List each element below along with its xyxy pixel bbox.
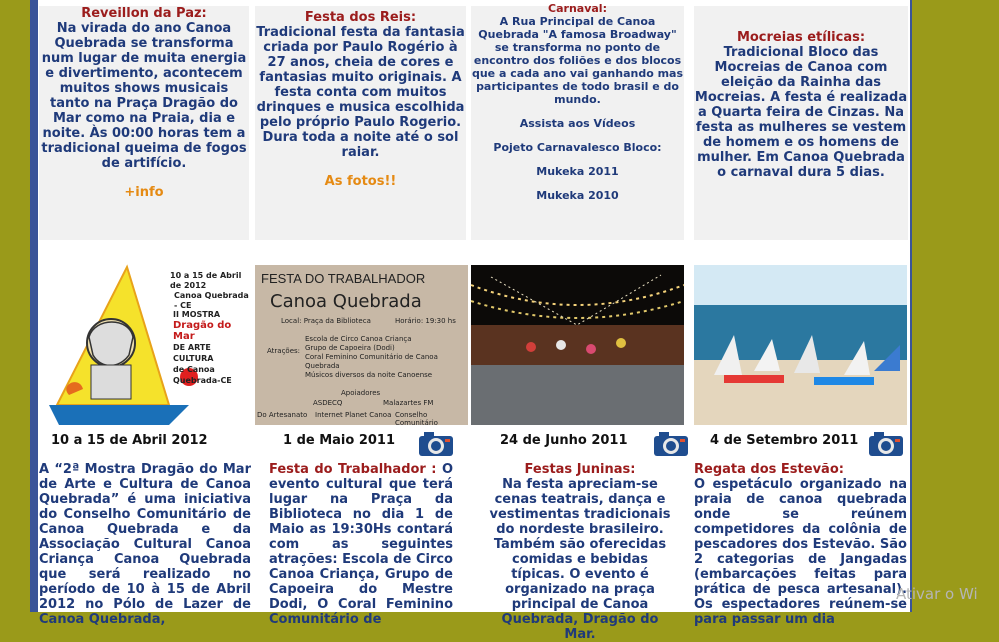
poster-sponsor: Internet Planet Canoa (315, 411, 392, 419)
card-title: Carnaval: (548, 2, 607, 15)
mukeka-2011-link[interactable]: Mukeka 2011 (536, 165, 619, 178)
attraction-line: Coral Feminino Comunitário de Canoa Quebrada (305, 353, 438, 370)
poster-sponsor: Do Artesanato (257, 411, 308, 419)
attraction-line: Escola de Circo Canoa Criança (305, 335, 412, 343)
events-page (38, 0, 910, 642)
festa-dos-reis-card (255, 6, 466, 240)
card-body: Tradicional festa da fantasia criada por Paulo Rogério à 27 anos, cheia de cores e fantasias muito originais. A festa conta com muitos drinques e musica escolhida pelo próprio Paulo Rogerio. Dura toda a noite até o sol raiar. (256, 25, 465, 160)
description-title: Festas Juninas: (524, 462, 636, 477)
juninas-description (484, 462, 676, 642)
poster-theme: DE ARTE CULTURA (173, 343, 214, 363)
poster-sponsor: ASDECQ (313, 399, 343, 407)
description-title: Regata dos Estevão: (694, 462, 844, 477)
poster-attractions (305, 335, 468, 380)
activate-windows-watermark: Ativar o Wi (896, 585, 978, 603)
festa-trabalhador-poster-image[interactable] (255, 265, 468, 425)
poster-attractions-label: Atrações: (267, 347, 301, 355)
description-body: O espetáculo organizado na praia de canoa quebrada onde se reúnem competidores da colônia de pescadores dos Estevão. São 2 categorias de Jangadas (embarcações feitas para prática de pesca artesanal). Os espectadores reúnem-se para passar um dia (694, 477, 907, 627)
poster-date: 10 a 15 de Abril de 2012 (170, 271, 242, 290)
mukeka-2010-link[interactable]: Mukeka 2010 (536, 189, 619, 202)
poster-location: Canoa Quebrada - CE (174, 291, 249, 310)
poster-heading: FESTA DO TRABALHADOR (261, 271, 426, 286)
poster-local: Local: Praça da Biblioteca (281, 317, 371, 325)
poster-heading-2: Canoa Quebrada (270, 291, 422, 312)
poster-time: Horário: 19:30 hs (395, 317, 456, 325)
card-body: Na virada do ano Canoa Quebrada se transforma num lugar de muita energia e divertimento, acontecem muitos shows musicais tanto na Praça Dragão do Mar como na Praia, dia e noite. Às 00:00 horas tem a tradicional queima de fogos de artifício. (41, 21, 247, 171)
photos-link[interactable]: As fotos!! (324, 174, 397, 189)
event-date: 24 de Junho 2011 (500, 433, 628, 448)
mocreias-card (694, 6, 908, 240)
night-party-photo (471, 265, 684, 425)
event-date: 10 a 15 de Abril 2012 (51, 433, 208, 448)
description-title: Festa do Trabalhador : (269, 462, 437, 477)
poster-sponsor: Malazartes FM (383, 399, 434, 407)
card-title: Reveillon da Paz: (81, 6, 207, 21)
reveillon-card (39, 6, 249, 240)
attraction-line: Músicos diversos da noite Canoense (305, 371, 433, 379)
mostra-description: A “2ª Mostra Dragão do Mar de Arte e Cultura de Canoa Quebrada” é uma iniciativa do Conselho Comunitário de Canoa Quebrada e da Associação Cultural Canoa Criança Canoa Quebrada que será realizado no período de 10 à 15 de Abril 2012 no Pólo de Lazer de Canoa Quebrada, (39, 462, 251, 627)
more-info-link[interactable]: +info (124, 185, 164, 200)
poster-place: de Canoa Quebrada-CE (173, 365, 232, 385)
event-date: 1 de Maio 2011 (283, 433, 396, 448)
card-title: Festa dos Reis: (304, 10, 417, 25)
attraction-line: Grupo de Capoeira (Dodi) (305, 344, 395, 352)
regata-description (694, 462, 907, 627)
card-title: Mocreias etílicas: (736, 30, 866, 45)
mostra-poster-image[interactable] (39, 265, 251, 425)
regata-photo[interactable] (694, 265, 907, 425)
description-body: O evento cultural que terá lugar na Praça da Biblioteca no dia 1 de Maio as 19:30Hs contará com as seguintes atrações: Escola de Circo Canoa Criança, Grupo de Capoeira do Mestre Dodi, O Coral Feminino Comunitário de (269, 462, 453, 627)
poster-subtitle: II MOSTRA (173, 310, 221, 319)
poster-title: Dragão do Mar (173, 320, 232, 342)
festas-juninas-photo[interactable] (471, 265, 684, 425)
project-label: Pojeto Carnavalesco Bloco: (493, 141, 662, 154)
event-date: 4 de Setembro 2011 (710, 433, 859, 448)
beach-regatta-photo (694, 265, 907, 425)
card-body: Tradicional Bloco das Mocreias de Canoa com eleição da Rainha das Mocreias. A festa é realizada a Quarta feira de Cinzas. Na festa as mulheres se vestem de homem e os homens de mulher. Em Canoa Quebrada o carnaval dura 5 dias. (694, 45, 908, 180)
videos-link[interactable]: Assista aos Vídeos (519, 117, 636, 130)
card-body: A Rua Principal de Canoa Quebrada "A famosa Broadway" se transforma no ponto de encontro dos foliões e dos blocos que a cada ano vai ganhando mas participantes de todo brasil e do mundo. (471, 15, 684, 106)
carnaval-card (471, 2, 684, 240)
poster-sponsor: Conselho Comunitário (395, 411, 438, 427)
poster-sponsors-label: Apoiadores (341, 389, 381, 397)
trabalhador-description (269, 462, 453, 627)
description-body: Na festa apreciam-se cenas teatrais, dança e vestimentas tradicionais do nordeste brasileiro. Também são oferecidas comidas e bebidas típicas. O evento é organizado na praça principal de Canoa Quebrada, Dragão do Mar. (489, 477, 671, 642)
camera-icon[interactable] (418, 430, 454, 458)
camera-icon[interactable] (653, 430, 689, 458)
camera-icon[interactable] (868, 430, 904, 458)
